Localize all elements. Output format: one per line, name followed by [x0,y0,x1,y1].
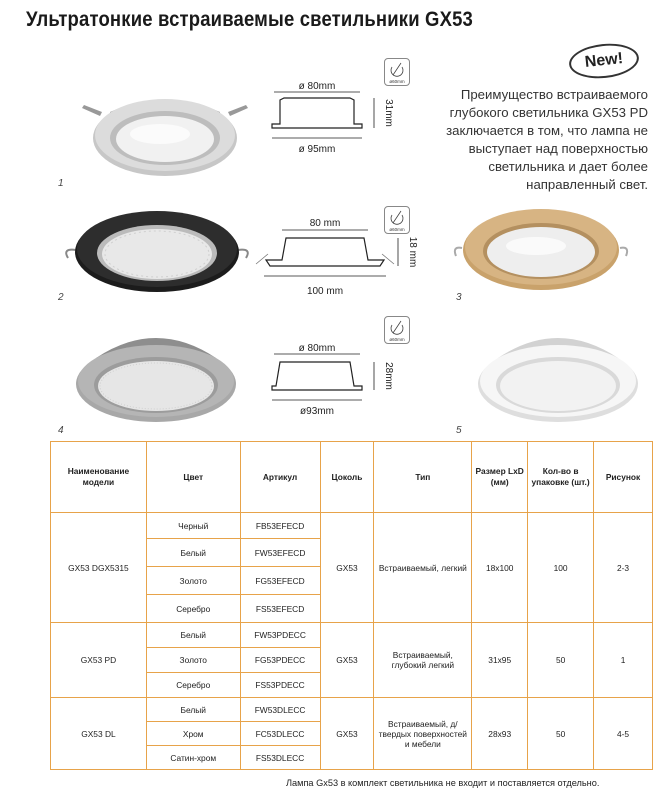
lamp-1-illustration [80,78,250,188]
drawing-2-height-dim: 18 mm [407,236,418,268]
article-cell: FS53EFECD [240,595,320,623]
model-cell: GX53 PD [51,623,147,698]
figure-number-3: 3 [456,292,462,303]
color-cell: Серебро [146,673,240,698]
article-cell: FS53DLECC [240,746,320,770]
size-cell: 18x100 [472,513,528,623]
figure-cell: 1 [594,623,653,698]
model-cell: GX53 DGX5315 [51,513,147,623]
qty-cell: 50 [528,698,594,770]
figure-number-4: 4 [58,425,64,436]
footnote: Лампа Gx53 в комплект светильника не входит и поставляется отдельно. [286,778,600,788]
table-row [51,513,653,539]
socket-cell: GX53 [320,623,374,698]
color-cell: Черный [146,513,240,539]
article-cell: FC53DLECC [240,722,320,746]
color-cell: Белый [146,539,240,567]
promo-text: Преимущество встраиваемого глубокого светильника GX53 PD заключается в том, что лампа не выступает над поверхностью светильника и дает более направленный свет. [446,87,648,192]
article-cell: FW53DLECC [240,698,320,722]
spec-table [50,441,653,770]
header-color: Цвет [146,442,240,513]
table-row [51,698,653,722]
figure-number-5: 5 [456,425,462,436]
header-figure: Рисунок [594,442,653,513]
color-cell: Белый [146,623,240,648]
figure-cell: 4-5 [594,698,653,770]
figure-cell: 2-3 [594,513,653,623]
header-socket: Цоколь [320,442,374,513]
svg-text:ø60mm: ø60mm [389,79,405,84]
figure-number-1: 1 [58,178,64,189]
article-cell: FW53EFECD [240,539,320,567]
header-size: Размер LxD (мм) [472,442,528,513]
drawing-1-bottom-dim: ø 95mm [298,144,336,155]
socket-cell: GX53 [320,513,374,623]
type-cell: Встраиваемый, глубокий легкий [374,623,472,698]
drawing-3-height-dim: 28mm [383,362,394,390]
bulb-size-icon-3 [384,316,410,344]
lamp-4-illustration [66,318,246,428]
header-article: Артикул [240,442,320,513]
article-cell: FG53PDECC [240,648,320,673]
qty-cell: 100 [528,513,594,623]
header-model: Наименование модели [51,442,147,513]
article-cell: FW53PDECC [240,623,320,648]
drawing-3-bottom-dim: ø93mm [300,406,334,417]
color-cell: Сатин-хром [146,746,240,770]
lamp-5-illustration [468,318,648,428]
figure-number-2: 2 [58,292,64,303]
drawing-3-top-dim: ø 80mm [298,343,336,354]
drawing-1-height-dim: 31mm [383,99,394,127]
color-cell: Хром [146,722,240,746]
drawing-1-top-dim: ø 80mm [298,81,336,92]
type-cell: Встраиваемый, д/твердых поверхностей и мебели [374,698,472,770]
dimension-drawing-1 [262,78,412,160]
article-cell: FG53EFECD [240,567,320,595]
drawing-2-top-dim: 80 mm [309,218,341,229]
size-cell: 28x93 [472,698,528,770]
svg-text:ø60mm: ø60mm [389,227,405,232]
color-cell: Золото [146,567,240,595]
color-cell: Золото [146,648,240,673]
dimension-drawing-3 [262,340,412,422]
article-cell: FB53EFECD [240,513,320,539]
size-cell: 31x95 [472,623,528,698]
page-title: Ультратонкие встраиваемые светильники GX53 [26,8,474,31]
header-type: Тип [374,442,472,513]
table-header-row [51,442,653,513]
bulb-size-icon-2 [384,206,410,234]
drawing-2-bottom-dim: 100 mm [306,286,344,297]
header-qty: Кол-во в упаковке (шт.) [528,442,594,513]
color-cell: Серебро [146,595,240,623]
table-row [51,623,653,648]
new-badge: New! [567,40,640,81]
color-cell: Белый [146,698,240,722]
socket-cell: GX53 [320,698,374,770]
model-cell: GX53 DL [51,698,147,770]
qty-cell: 50 [528,623,594,698]
svg-text:ø60mm: ø60mm [389,337,405,342]
bulb-size-icon-1 [384,58,410,86]
article-cell: FS53PDECC [240,673,320,698]
lamp-2-illustration [62,200,252,300]
lamp-3-illustration [452,200,630,300]
type-cell: Встраиваемый, легкий [374,513,472,623]
